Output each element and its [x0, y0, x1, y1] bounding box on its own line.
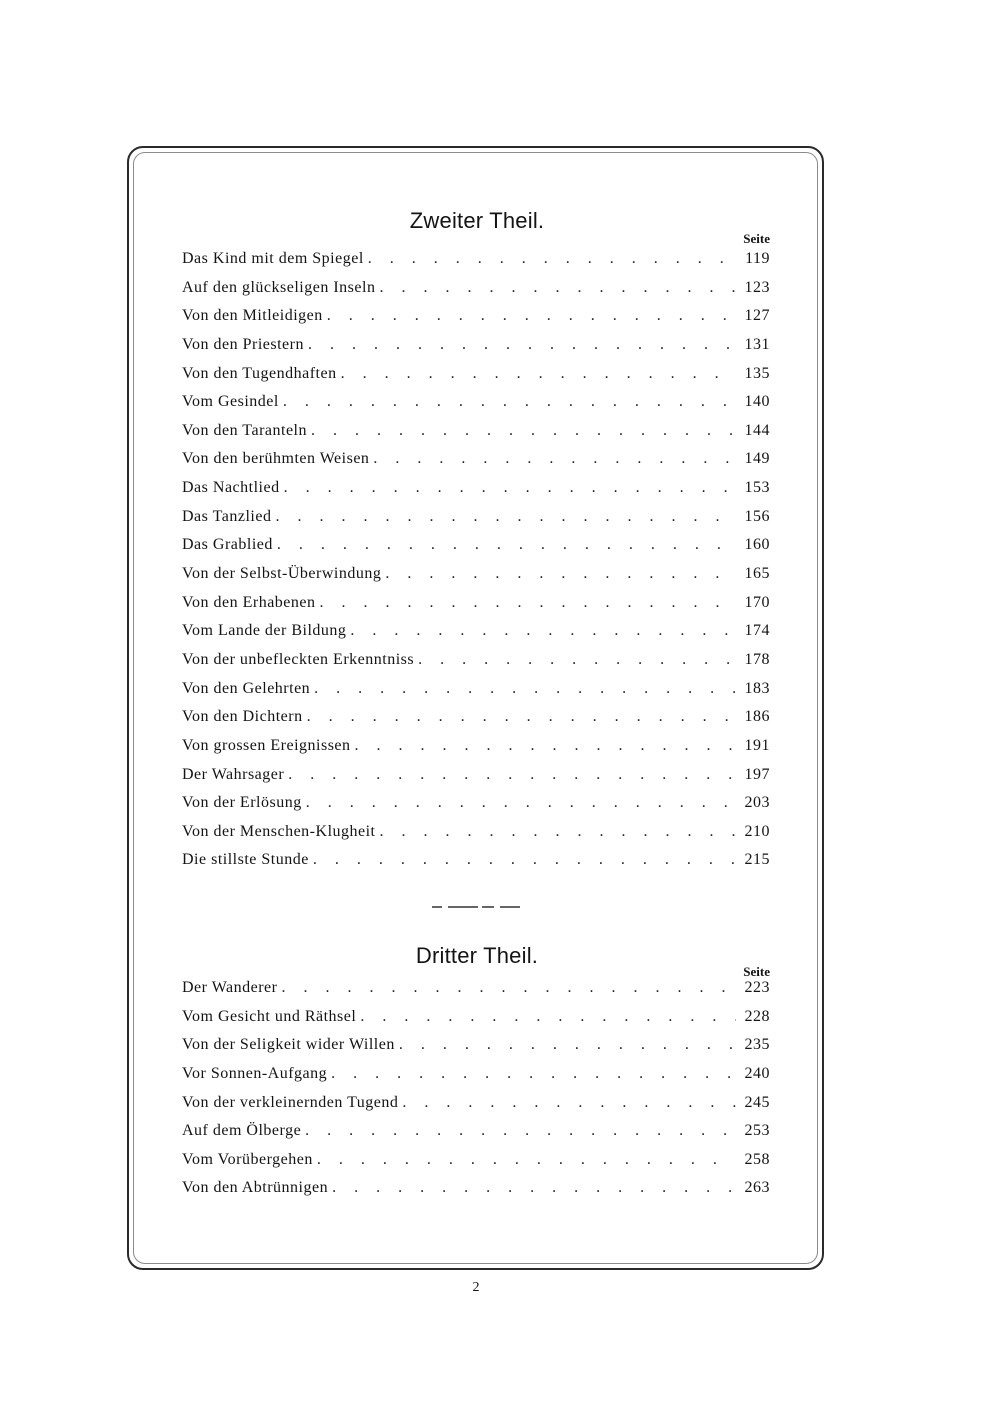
- page-number: 2: [472, 1280, 480, 1295]
- part2-toc-list: [182, 250, 770, 880]
- toc-entry-page: 153: [744, 479, 770, 497]
- toc-leader-dots: [379, 279, 736, 297]
- toc-entry-page: 135: [744, 364, 770, 382]
- toc-entry-title: Vom Lande der Bildung: [182, 622, 347, 640]
- toc-entry[interactable]: [182, 794, 770, 823]
- toc-entry-title: Von den Taranteln: [182, 421, 307, 439]
- toc-entry-page: 140: [744, 393, 770, 411]
- toc-leader-dots: [275, 508, 736, 526]
- toc-leader-dots: [380, 823, 737, 841]
- section-separator: [432, 906, 522, 909]
- part3-heading: Dritter Theil.: [415, 943, 539, 968]
- toc-entry[interactable]: [182, 365, 770, 394]
- toc-entry-page: 178: [744, 650, 770, 668]
- toc-entry-title: Vom Gesindel: [182, 393, 279, 411]
- toc-entry[interactable]: [182, 508, 770, 537]
- toc-entry[interactable]: [182, 565, 770, 594]
- toc-entry-title: Von den Mitleidigen: [182, 307, 323, 325]
- toc-entry-title: Von den Erhabenen: [182, 593, 316, 611]
- toc-entry[interactable]: [182, 737, 770, 766]
- toc-leader-dots: [320, 594, 737, 612]
- toc-entry[interactable]: [182, 680, 770, 709]
- toc-entry-page: 191: [744, 736, 770, 754]
- toc-leader-dots: [402, 1094, 736, 1112]
- toc-leader-dots: [306, 794, 736, 812]
- toc-entry[interactable]: [182, 536, 770, 565]
- part2-seite-label: Seite: [743, 231, 770, 246]
- toc-entry-page: 258: [744, 1150, 770, 1168]
- toc-entry-page: 183: [744, 679, 770, 697]
- toc-leader-dots: [350, 622, 736, 640]
- toc-entry-title: Von der Erlösung: [182, 794, 302, 812]
- toc-entry-title: Das Tanzlied: [182, 507, 272, 525]
- toc-entry-page: 149: [744, 450, 770, 468]
- toc-entry-page: 165: [744, 565, 770, 583]
- toc-entry[interactable]: [182, 651, 770, 680]
- toc-leader-dots: [399, 1036, 736, 1054]
- toc-entry-page: 263: [744, 1179, 770, 1197]
- toc-leader-dots: [418, 651, 736, 669]
- toc-entry[interactable]: [182, 307, 770, 336]
- toc-entry[interactable]: [182, 823, 770, 852]
- toc-entry-title: Von den Tugendhaften: [182, 364, 337, 382]
- toc-entry-page: 186: [744, 708, 770, 726]
- toc-entry-title: Von den Priestern: [182, 335, 304, 353]
- toc-entry-title: Das Nachtlied: [182, 479, 280, 497]
- toc-entry[interactable]: [182, 1179, 770, 1208]
- toc-entry-title: Der Wanderer: [182, 979, 278, 996]
- toc-entry-page: 174: [744, 622, 770, 640]
- toc-entry-title: Vom Gesicht und Räthsel: [182, 1007, 357, 1025]
- toc-leader-dots: [385, 565, 736, 583]
- toc-entry-page: 203: [744, 794, 770, 812]
- toc-entry-title: Von den Abtrünnigen: [182, 1179, 329, 1197]
- toc-leader-dots: [284, 479, 736, 497]
- toc-entry-title: Von den Dichtern: [182, 708, 303, 726]
- toc-leader-dots: [305, 1122, 736, 1140]
- toc-entry[interactable]: [182, 1008, 770, 1037]
- toc-entry-title: Auf den glückseligen Inseln: [182, 278, 376, 296]
- toc-entry[interactable]: [182, 979, 770, 1008]
- toc-entry-title: Von der unbefleckten Erkenntniss: [182, 650, 415, 668]
- toc-entry-title: Der Wahrsager: [182, 765, 285, 783]
- toc-leader-dots: [277, 536, 736, 554]
- toc-leader-dots: [307, 708, 736, 726]
- toc-leader-dots: [368, 250, 736, 268]
- toc-leader-dots: [341, 365, 736, 383]
- toc-entry[interactable]: [182, 422, 770, 451]
- toc-entry[interactable]: [182, 766, 770, 795]
- toc-entry[interactable]: [182, 450, 770, 479]
- toc-entry[interactable]: [182, 393, 770, 422]
- part2-heading: Zweiter Theil.: [409, 208, 545, 233]
- toc-entry-page: 240: [744, 1064, 770, 1082]
- toc-entry-page: 131: [744, 335, 770, 353]
- toc-entry-title: Das Grablied: [182, 536, 273, 554]
- toc-entry-page: 170: [744, 593, 770, 611]
- toc-entry[interactable]: [182, 479, 770, 508]
- toc-leader-dots: [311, 422, 736, 440]
- toc-entry[interactable]: [182, 336, 770, 365]
- toc-entry-page: 228: [744, 1007, 770, 1025]
- toc-entry-page: 144: [744, 421, 770, 439]
- toc-entry-title: Von den Gelehrten: [182, 679, 311, 697]
- toc-entry[interactable]: [182, 1094, 770, 1123]
- toc-entry[interactable]: [182, 622, 770, 651]
- part3-seite-label: Seite: [743, 964, 770, 979]
- toc-entry-title: Von der verkleinernden Tugend: [182, 1093, 399, 1111]
- toc-entry-title: Von grossen Ereignissen: [182, 736, 351, 754]
- toc-entry-page: 123: [744, 278, 770, 296]
- toc-leader-dots: [308, 336, 736, 354]
- toc-entry-page: 223: [744, 979, 770, 996]
- toc-entry-title: Auf dem Ölberge: [182, 1122, 302, 1140]
- part3-toc-list: [182, 979, 770, 1208]
- toc-leader-dots: [317, 1151, 736, 1169]
- toc-entry[interactable]: [182, 1122, 770, 1151]
- toc-leader-dots: [314, 680, 736, 698]
- toc-entry-page: 235: [744, 1036, 770, 1054]
- toc-entry-page: 119: [745, 250, 770, 267]
- toc-entry-page: 156: [744, 507, 770, 525]
- toc-entry-title: Von der Menschen-Klugheit: [182, 822, 376, 840]
- toc-entry-page: 253: [744, 1122, 770, 1140]
- toc-leader-dots: [288, 766, 736, 784]
- toc-entry-page: 197: [744, 765, 770, 783]
- toc-entry-page: 215: [744, 851, 770, 869]
- toc-entry-page: 127: [744, 307, 770, 325]
- toc-entry-title: Vom Vorübergehen: [182, 1150, 313, 1168]
- toc-leader-dots: [360, 1008, 736, 1026]
- toc-leader-dots: [332, 1179, 736, 1197]
- toc-entry[interactable]: [182, 1065, 770, 1094]
- toc-entry[interactable]: [182, 250, 770, 279]
- toc-entry[interactable]: [182, 1036, 770, 1065]
- toc-entry-title: Von der Seligkeit wider Willen: [182, 1036, 395, 1054]
- toc-entry[interactable]: [182, 279, 770, 308]
- toc-leader-dots: [355, 737, 736, 755]
- toc-entry[interactable]: [182, 594, 770, 623]
- toc-entry-page: 160: [744, 536, 770, 554]
- toc-leader-dots: [283, 393, 736, 411]
- toc-leader-dots: [281, 979, 736, 997]
- toc-entry-page: 245: [744, 1093, 770, 1111]
- toc-entry-title: Die stillste Stunde: [182, 851, 309, 869]
- toc-leader-dots: [373, 450, 736, 468]
- toc-entry[interactable]: [182, 851, 770, 880]
- toc-entry-title: Das Kind mit dem Spiegel: [182, 250, 364, 267]
- toc-entry[interactable]: [182, 1151, 770, 1180]
- toc-entry-page: 210: [744, 822, 770, 840]
- toc-entry-title: Von den berühmten Weisen: [182, 450, 370, 468]
- toc-entry[interactable]: [182, 708, 770, 737]
- toc-leader-dots: [331, 1065, 736, 1083]
- toc-entry-title: Vor Sonnen-Aufgang: [182, 1064, 328, 1082]
- toc-entry-title: Von der Selbst-Überwindung: [182, 565, 382, 583]
- toc-leader-dots: [327, 307, 736, 325]
- toc-leader-dots: [313, 851, 736, 869]
